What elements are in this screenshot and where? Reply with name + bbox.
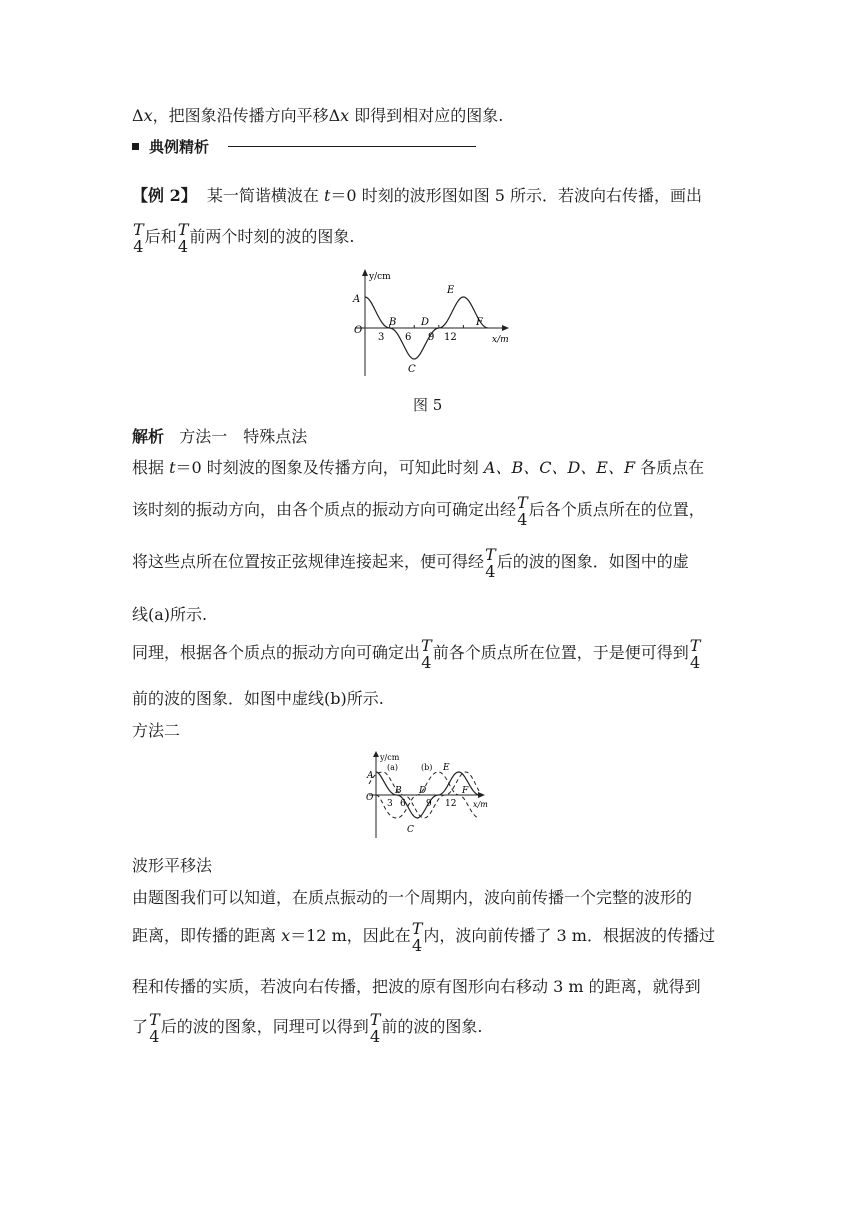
- tick-label: 6: [405, 332, 412, 343]
- curve-label-b: (b): [421, 763, 433, 772]
- x-axis-label: x/m: [492, 335, 509, 345]
- curve-label-a: (a): [387, 763, 399, 772]
- figure-caption: 图 5: [413, 396, 443, 414]
- point-label-c: C: [407, 825, 414, 835]
- analysis-line-5: 同理，根据各个质点的振动方向可确定出 T 4 前各个质点所在位置，于是便可得到 T 4: [132, 635, 701, 672]
- wave-figure-shifted: [363, 748, 503, 840]
- point-label-f: F: [476, 317, 483, 328]
- example-line-1: 【例 2】 某一简谐横波在 t＝0 时刻的波形图如图 5 所示．若波向右传播，画出: [132, 186, 703, 205]
- fraction-t-over-4: T 4: [517, 492, 528, 529]
- point-label-d: D: [421, 317, 430, 328]
- fraction-t-over-4: T 4: [411, 918, 423, 955]
- section-title: 典例精析: [149, 138, 210, 156]
- point-label-e: E: [447, 285, 455, 296]
- analysis-line-6: 前的波的图象．如图中虚线(b)所示.: [132, 689, 384, 708]
- analysis-heading: [132, 426, 307, 448]
- method-1-title: 方法一 特殊点法: [179, 427, 308, 446]
- tick-label: 3: [378, 332, 385, 343]
- fraction-t-over-4: T 4: [689, 635, 701, 672]
- section-header: [132, 136, 209, 157]
- method3-line-2: 距离，即传播的距离 x＝12 m，因此在 T 4 内，波向前传播了 3 m．根据波的传播过: [132, 918, 715, 955]
- tick-label: 6: [400, 799, 406, 809]
- fraction-t-over-4: T 4: [133, 219, 144, 256]
- tick-label: 12: [445, 799, 457, 809]
- tick-label: 12: [444, 332, 457, 343]
- example-line-2: T 4 后和 T 4 前两个时刻的波的图象.: [133, 219, 355, 256]
- section-rule: [228, 146, 476, 147]
- origin-label: O: [366, 793, 374, 803]
- method-2-title: 方法二: [132, 721, 181, 740]
- point-label-a: A: [353, 294, 361, 305]
- fraction-t-over-4: T 4: [149, 1009, 160, 1046]
- x-axis-arrow-icon: [502, 325, 509, 331]
- y-axis-arrow-icon: [362, 269, 368, 276]
- y-axis-arrow-icon: [373, 751, 379, 757]
- origin-label: O: [354, 325, 363, 336]
- tick-label: 3: [387, 799, 393, 809]
- tick-label: 9: [428, 332, 435, 343]
- example-label: 【例 2】: [132, 186, 197, 205]
- fraction-t-over-4: T 4: [421, 635, 432, 672]
- fraction-t-over-4: T 4: [485, 544, 496, 581]
- point-label-a: A: [367, 771, 374, 781]
- point-label-b: B: [395, 786, 402, 796]
- point-label-d: D: [419, 786, 427, 796]
- method3-line-4: 了 T 4 后的波的图象，同理可以得到 T 4 前的波的图象.: [132, 1009, 483, 1046]
- fraction-t-over-4: T 4: [177, 219, 189, 256]
- point-label-c: C: [408, 364, 416, 375]
- fraction-t-over-4: T 4: [369, 1009, 381, 1046]
- tick-label: 9: [426, 799, 432, 809]
- analysis-line-2: 该时刻的振动方向，由各个质点的振动方向可确定出经 T 4 后各个质点所在的位置，: [132, 492, 705, 529]
- analysis-line-3: 将这些点所在位置按正弦规律连接起来，便可得经 T 4 后的波的图象．如图中的虚: [132, 544, 689, 581]
- y-axis-label: y/cm: [369, 272, 391, 282]
- method3-line-3: 程和传播的实质，若波向右传播，把波的原有图形向右移动 3 m 的距离，就得到: [132, 977, 701, 996]
- intro-line: Δx，把图象沿传播方向平移Δx 即得到相对应的图象.: [132, 106, 504, 125]
- analysis-label: 解析: [132, 427, 165, 446]
- square-bullet-icon: [132, 143, 139, 150]
- analysis-line-1: 根据 t＝0 时刻波的图象及传播方向，可知此时刻 A、B、C、D、E、F 各质点在: [132, 458, 705, 477]
- y-axis-label: y/cm: [380, 753, 400, 762]
- point-label-e: E: [443, 763, 450, 773]
- wave-figure-5: [345, 266, 515, 381]
- method-3-title: 波形平移法: [132, 856, 213, 875]
- point-label-f: F: [462, 786, 469, 796]
- point-label-b: B: [389, 317, 397, 328]
- method3-line-1: 由题图我们可以知道，在质点振动的一个周期内，波向前传播一个完整的波形的: [132, 888, 693, 907]
- analysis-line-4: 线(a)所示.: [132, 605, 208, 624]
- x-axis-label: x/m: [473, 800, 488, 809]
